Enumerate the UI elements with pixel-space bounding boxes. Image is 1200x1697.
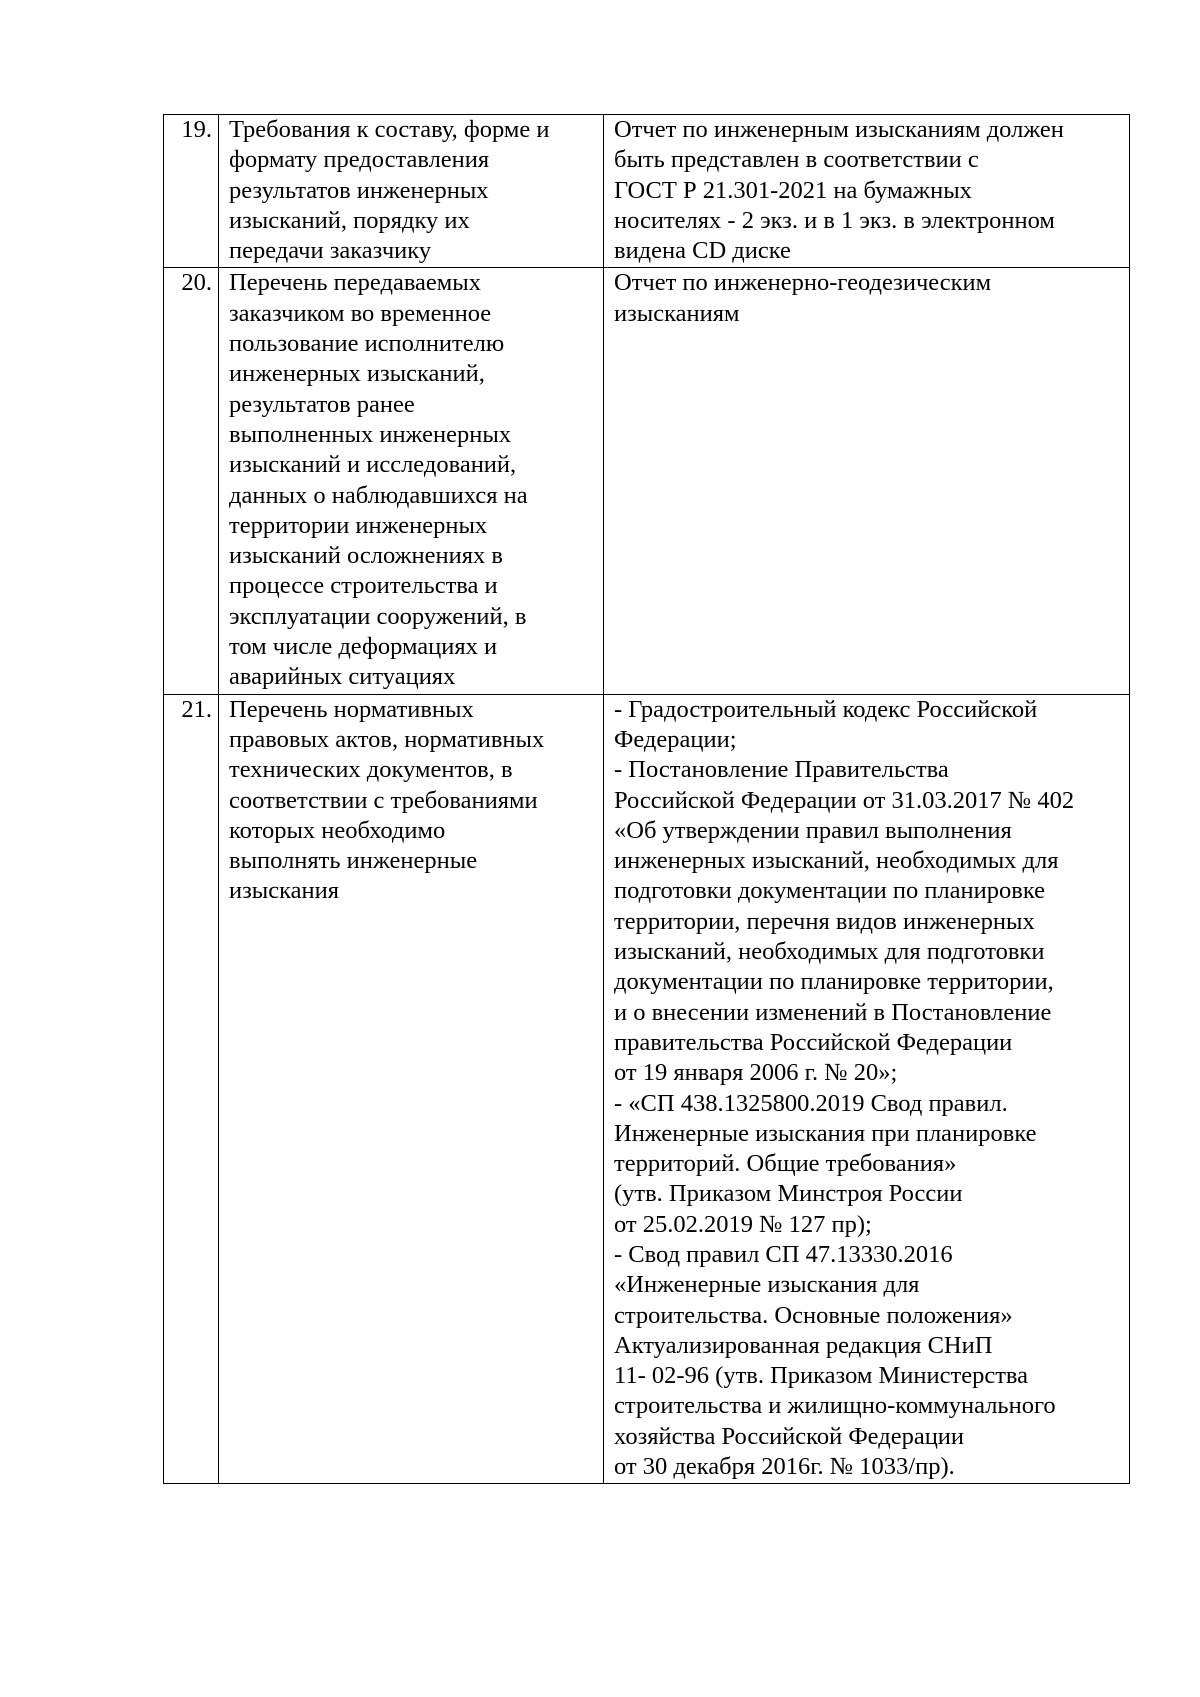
text-line: изысканий осложнениях в bbox=[229, 542, 503, 570]
text-line: изысканий, необходимых для подготовки bbox=[614, 938, 1045, 966]
requirements-table bbox=[163, 114, 1130, 1484]
text-line: правительства Российской Федерации bbox=[614, 1028, 1013, 1056]
text-line: - Градостроительный кодекс Российской bbox=[614, 695, 1038, 723]
text-line: подготовки документации по планировке bbox=[614, 877, 1046, 905]
text-line: том числе деформациях и bbox=[229, 633, 498, 661]
text-line: данных о наблюдавшихся на bbox=[229, 481, 528, 509]
requirement-name bbox=[219, 268, 604, 694]
text-line: «Об утверждении правил выполнения bbox=[614, 816, 1012, 844]
text-line: видена CD диске bbox=[614, 237, 791, 265]
text-line: - Постановление Правительства bbox=[614, 756, 949, 784]
requirement-name bbox=[219, 115, 604, 268]
text-line: территорий. Общие требования» bbox=[614, 1150, 957, 1178]
text-line: инженерных изысканий, необходимых для bbox=[614, 847, 1059, 875]
text-line: изысканий, порядку их bbox=[229, 206, 470, 234]
text-line: эксплуатации сооружений, в bbox=[229, 602, 527, 630]
text-line: документации по планировке территории, bbox=[614, 968, 1054, 996]
text-line: Актуализированная редакция СНиП bbox=[614, 1331, 993, 1359]
text-line: правовых актов, нормативных bbox=[229, 725, 545, 753]
text-line: хозяйства Российской Федерации bbox=[614, 1422, 965, 1450]
row-number: 21. bbox=[164, 694, 219, 1484]
text-line: технических документов, в bbox=[229, 756, 513, 784]
text-line: Отчет по инженерным изысканиям должен bbox=[614, 116, 1064, 143]
table-row bbox=[164, 115, 1130, 268]
text-line: Российской Федерации от 31.03.2017 № 402 bbox=[614, 786, 1075, 814]
requirement-value bbox=[604, 268, 1130, 694]
text-line: Требования к составу, форме и bbox=[229, 116, 550, 143]
requirement-value bbox=[604, 694, 1130, 1484]
text-line: формату предоставления bbox=[229, 146, 490, 174]
text-line: передачи заказчику bbox=[229, 237, 432, 265]
text-line: которых необходимо bbox=[229, 816, 446, 844]
text-line: ГОСТ Р 21.301-2021 на бумажных bbox=[614, 176, 972, 204]
text-line: изысканий и исследований, bbox=[229, 451, 517, 479]
row-number: 20. bbox=[164, 268, 219, 694]
text-line: Инженерные изыскания при планировке bbox=[614, 1119, 1037, 1147]
text-line: результатов ранее bbox=[229, 390, 415, 418]
text-line: Отчет по инженерно-геодезическим bbox=[614, 269, 992, 297]
text-line: территории, перечня видов инженерных bbox=[614, 907, 1035, 935]
text-line: инженерных изысканий, bbox=[229, 360, 485, 388]
text-line: от 25.02.2019 № 127 пр); bbox=[614, 1210, 872, 1238]
requirement-value bbox=[604, 115, 1130, 268]
text-line: 11- 02-96 (утв. Приказом Министерства bbox=[614, 1362, 1029, 1390]
row-number: 19. bbox=[164, 115, 219, 268]
text-line: строительства. Основные положения» bbox=[614, 1301, 1013, 1329]
requirement-name bbox=[219, 694, 604, 1484]
table-body bbox=[164, 115, 1130, 1484]
text-line: строительства и жилищно-коммунального bbox=[614, 1392, 1056, 1420]
text-line: от 19 января 2006 г. № 20»; bbox=[614, 1059, 898, 1087]
text-line: территории инженерных bbox=[229, 511, 488, 539]
text-line: аварийных ситуациях bbox=[229, 663, 456, 691]
table-row bbox=[164, 694, 1130, 1484]
text-line: пользование исполнителю bbox=[229, 330, 505, 358]
text-line: и о внесении изменений в Постановление bbox=[614, 998, 1052, 1026]
text-line: «Инженерные изыскания для bbox=[614, 1271, 920, 1299]
table-row bbox=[164, 268, 1130, 694]
text-line: - Свод правил СП 47.13330.2016 bbox=[614, 1240, 953, 1268]
text-line: результатов инженерных bbox=[229, 176, 489, 204]
text-line: - «СП 438.1325800.2019 Свод правил. bbox=[614, 1089, 1008, 1117]
text-line: соответствии с требованиями bbox=[229, 786, 538, 814]
text-line: изысканиям bbox=[614, 299, 740, 327]
text-line: Перечень передаваемых bbox=[229, 269, 482, 297]
text-line: изыскания bbox=[229, 877, 340, 905]
text-line: выполненных инженерных bbox=[229, 420, 512, 448]
text-line: носителях - 2 экз. и в 1 экз. в электронном bbox=[614, 206, 1055, 234]
text-line: быть представлен в соответствии с bbox=[614, 146, 979, 174]
text-line: Перечень нормативных bbox=[229, 695, 474, 723]
text-line: заказчиком во временное bbox=[229, 299, 492, 327]
text-line: процессе строительства и bbox=[229, 572, 498, 600]
text-line: Федерации; bbox=[614, 725, 737, 753]
text-line: от 30 декабря 2016г. № 1033/пр). bbox=[614, 1453, 955, 1481]
text-line: выполнять инженерные bbox=[229, 847, 478, 875]
text-line: (утв. Приказом Минстроя России bbox=[614, 1180, 963, 1208]
